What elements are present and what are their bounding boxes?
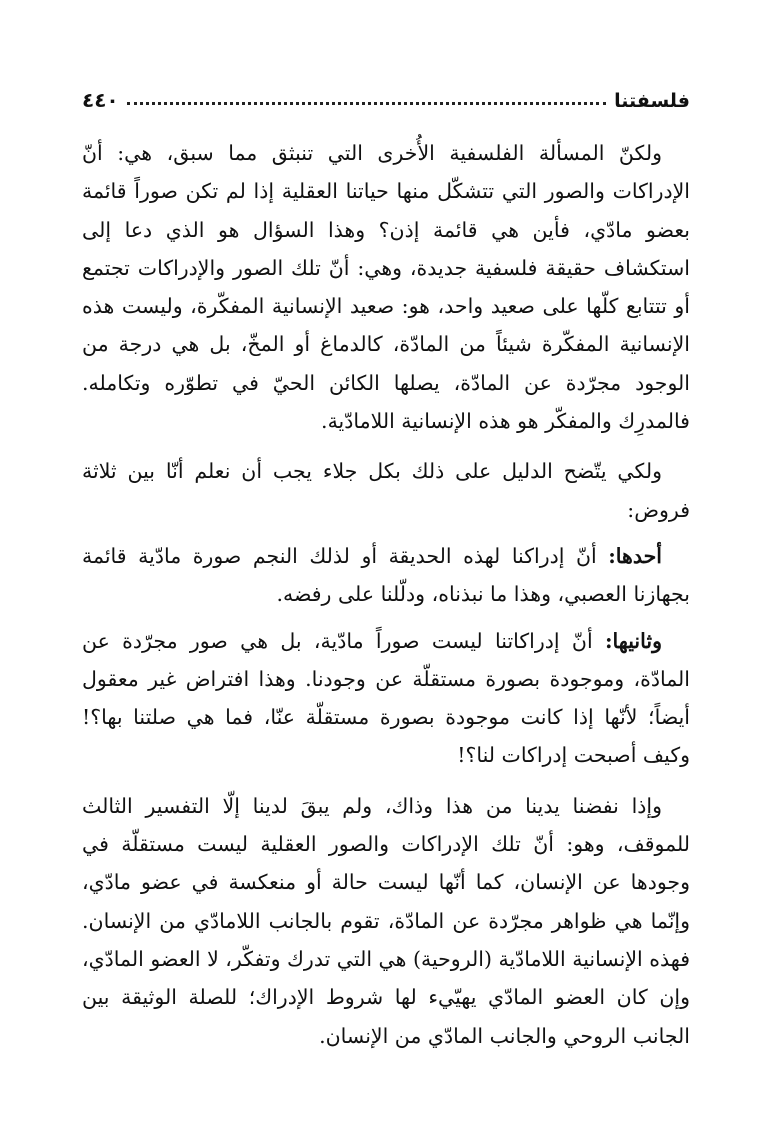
running-header [82,82,690,112]
paragraph-3-text: أنّ إدراكنا لهذه الحديقة أو لذلك النجم صورة مادّية قائمة بجهازنا العصبي، وهذا ما نبذناه، ودلّلنا على رفضه. [82,543,690,607]
page-number: ٤٤٠ [82,88,119,112]
paragraph-1-text: ولكنّ المسألة الفلسفية الأُخرى التي تنبثق مما سبق، هي: أنّ الإدراكات والصور التي تتشكّل منها حياتنا العقلية إذا لم تكن صوراً قائمة بعضو مادّي، فأين هي قائمة إذن؟ وهذا السؤال هو الذي دعا إلى استكشاف حقيقة فلسفية جديدة، وهي: أنّ تلك الصور والإدراكات تجتمع أو تتتابع كلّها على صعيد واحد، هو: صعيد الإنسانية المفكّرة، وليست هذه الإنسانية المفكّرة شيئاً من المادّة، كالدماغ أو المخّ، بل هي درجة من الوجود مجرّدة عن المادّة، يصلها الكائن الحيّ في تطوّره وتكامله. فالمدرِك والمفكّر هو هذه الإنسانية اللامادّية. [82,141,690,434]
paragraph-1 [82,134,690,440]
paragraph-5-text: وإذا نفضنا يدينا من هذا وذاك، ولم يبقَ لدينا إلّا التفسير الثالث للموقف، وهو: أنّ تلك الإدراكات والصور العقلية ليست مستقلّة في وجودها عن الإنسان، كما أنّها ليست حالة أو منعكسة في عضو مادّي، وإنّما هي ظواهر مجرّدة عن المادّة، تقوم بالجانب اللامادّي من الإنسان. فهذه الإنسانية اللامادّية (الروحية) هي التي تدرك وتفكّر، لا العضو المادّي، وإن كان العضو المادّي يهيّيء لها شروط الإدراك؛ للصلة الوثيقة بين الجانب الروحي والجانب المادّي من الإنسان. [82,793,690,1048]
paragraph-2-text: ولكي يتّضح الدليل على ذلك بكل جلاء يجب أن نعلم أنّا بين ثلاثة فروض: [82,459,690,522]
paragraph-4-lead: وثانيها: [604,628,662,653]
header-dotted-leader [127,101,607,105]
book-title: فلسفتنا [614,90,690,112]
paragraph-4 [82,622,690,775]
paragraph-2 [82,452,690,529]
body-text [82,134,690,1055]
paragraph-5 [82,787,690,1055]
paragraph-3-lead: أحدها: [608,543,662,568]
paragraph-3 [82,537,690,614]
paragraph-4-text: أنّ إدراكاتنا ليست صوراً مادّية، بل هي صور مجرّدة عن المادّة، وموجودة بصورة مستقلّة عن وجودنا. وهذا افتراض غير معقول أيضاً؛ لأنّها إذا كانت موجودة بصورة مستقلّة عنّا، فما هي صلتنا بها؟! وكيف أصبحت إدراكات لنا؟! [82,628,690,768]
